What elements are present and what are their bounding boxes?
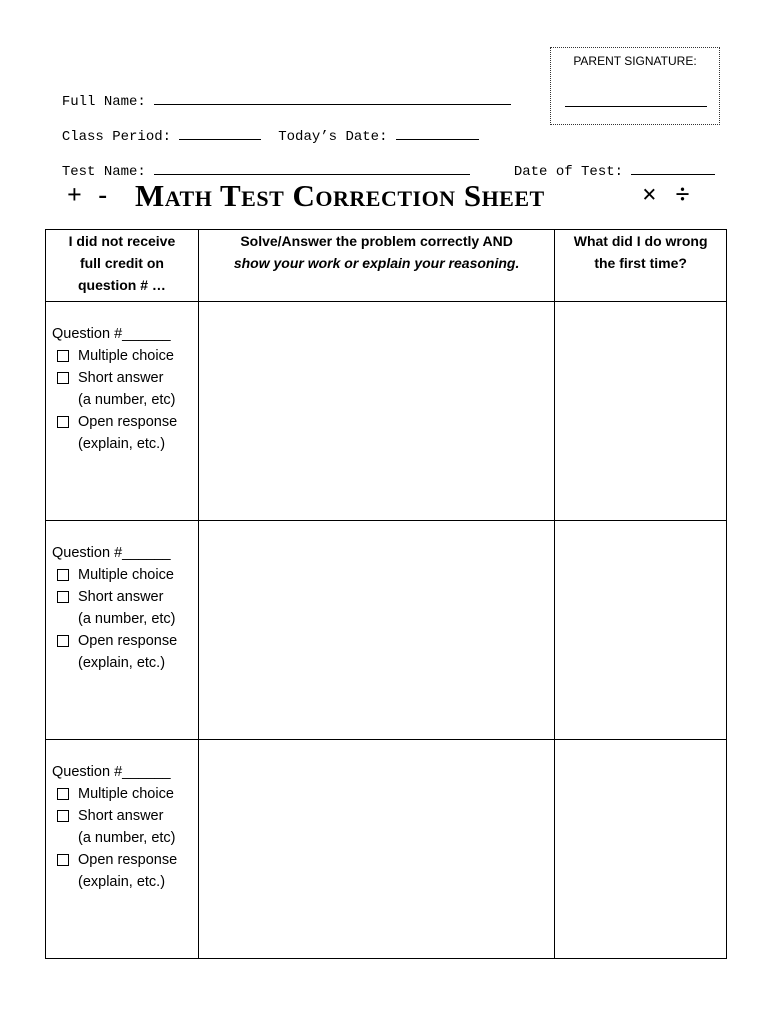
option-short-answer[interactable]: Short answer [52, 586, 198, 608]
option-multiple-choice[interactable]: Multiple choice [52, 345, 198, 367]
header-question-column: I did not receive full credit on question # … [46, 230, 199, 302]
correction-table [45, 229, 727, 959]
option-short-answer[interactable]: Short answer [52, 805, 198, 827]
solve-cell[interactable] [198, 302, 554, 521]
short-answer-note: (a number, etc) [78, 392, 176, 408]
what-went-wrong-cell[interactable] [555, 521, 727, 740]
checkbox[interactable] [57, 635, 69, 647]
checkbox[interactable] [57, 854, 69, 866]
parent-signature-line[interactable] [565, 106, 707, 107]
table-row [46, 740, 727, 959]
table-header-row [46, 230, 727, 302]
short-answer-note: (a number, etc) [78, 830, 176, 846]
checkbox[interactable] [57, 788, 69, 800]
checkbox[interactable] [57, 416, 69, 428]
header-wrong-column: What did I do wrong the first time? [555, 230, 727, 302]
test-name-blank[interactable] [154, 162, 470, 175]
question-cell [46, 521, 199, 740]
question-cell [46, 302, 199, 521]
option-open-response[interactable]: Open response [52, 630, 198, 652]
open-response-note: (explain, etc.) [78, 655, 166, 671]
open-response-note: (explain, etc.) [78, 874, 166, 890]
checkbox[interactable] [57, 810, 69, 822]
question-number-label: Question #______ [52, 326, 171, 342]
header-solve-column: Solve/Answer the problem correctly AND show your work or explain your reasoning. [198, 230, 554, 302]
title-text: Math Test Correction Sheet [135, 178, 545, 213]
option-open-response[interactable]: Open response [52, 411, 198, 433]
checkbox[interactable] [57, 591, 69, 603]
solve-cell[interactable] [198, 521, 554, 740]
class-period-blank[interactable] [179, 127, 261, 140]
table-row [46, 521, 727, 740]
table-row [46, 302, 727, 521]
option-multiple-choice[interactable]: Multiple choice [52, 783, 198, 805]
checkbox[interactable] [57, 350, 69, 362]
parent-signature-box [550, 47, 720, 125]
plus-minus-symbols: + - [67, 180, 107, 209]
option-multiple-choice[interactable]: Multiple choice [52, 564, 198, 586]
checkbox[interactable] [57, 569, 69, 581]
question-number-label: Question #______ [52, 764, 171, 780]
test-name-field [45, 146, 470, 180]
checkbox[interactable] [57, 372, 69, 384]
option-open-response[interactable]: Open response [52, 849, 198, 871]
class-period-date-field [45, 111, 479, 145]
todays-date-blank[interactable] [396, 127, 479, 140]
what-went-wrong-cell[interactable] [555, 740, 727, 959]
option-short-answer[interactable]: Short answer [52, 367, 198, 389]
question-number-label: Question #______ [52, 545, 171, 561]
full-name-field [45, 76, 511, 110]
date-of-test-field [497, 146, 715, 180]
date-of-test-label: Date of Test: [513, 164, 624, 180]
date-of-test-blank[interactable] [631, 162, 715, 175]
question-cell [46, 740, 199, 959]
times-divide-symbols: × ÷ [642, 180, 690, 209]
test-name-label: Test Name: [61, 164, 146, 180]
open-response-note: (explain, etc.) [78, 436, 166, 452]
class-period-label: Class Period: [61, 129, 172, 145]
what-went-wrong-cell[interactable] [555, 302, 727, 521]
short-answer-note: (a number, etc) [78, 611, 176, 627]
page-title [45, 178, 727, 218]
todays-date-label: Today’s Date: [278, 129, 388, 145]
full-name-blank[interactable] [154, 92, 511, 105]
solve-cell[interactable] [198, 740, 554, 959]
parent-signature-label: PARENT SIGNATURE: [573, 54, 697, 68]
full-name-label: Full Name: [61, 94, 146, 110]
